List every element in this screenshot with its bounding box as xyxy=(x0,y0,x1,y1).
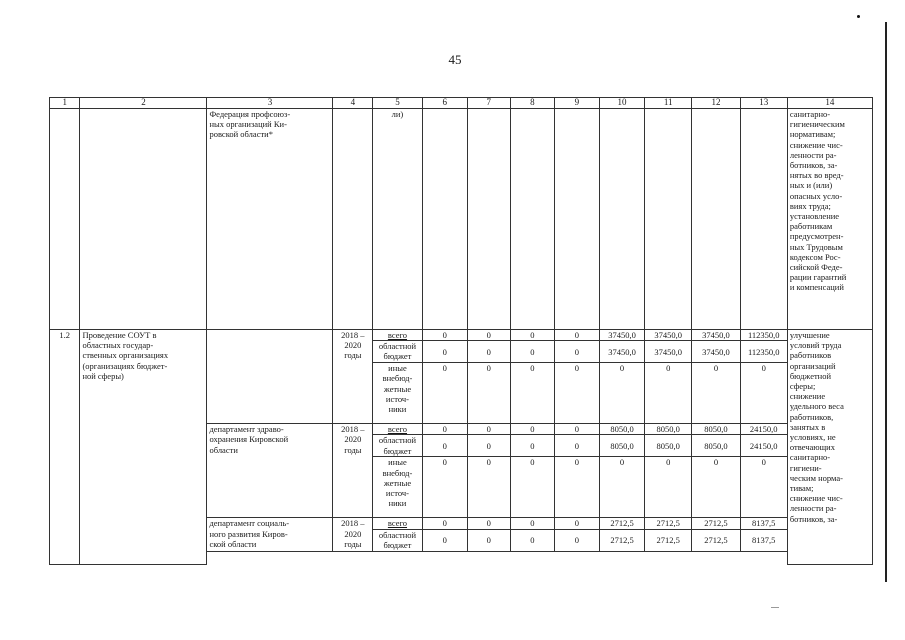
value-cell: 0 xyxy=(554,457,599,518)
value-cell: 0 xyxy=(467,457,510,518)
value-cell: 0 xyxy=(467,435,510,457)
source-regional: областной бюджет xyxy=(373,529,422,551)
header-cell: 3 xyxy=(207,98,333,109)
scan-speck xyxy=(771,607,779,608)
value-cell: 2712,5 xyxy=(692,529,740,551)
source-total: всего xyxy=(373,518,422,529)
value-cell: 8050,0 xyxy=(599,435,644,457)
value-cell: 0 xyxy=(554,518,599,529)
value-cell: 0 xyxy=(510,457,554,518)
value-cell: 0 xyxy=(422,435,467,457)
value-cell: 37450,0 xyxy=(599,330,644,341)
value-cell: 0 xyxy=(510,341,554,363)
source-total: всего xyxy=(373,330,422,341)
value-cell: 2712,5 xyxy=(599,518,644,529)
value-cell: 112350,0 xyxy=(740,341,787,363)
result-cell: улучшение условий труда работников организаций бюджетной сферы; снижение удельного веса работников, занятых в условиях, не отвечающих санитарно- гигиени- ческим норма- тивам; снижение чис- ленности ра- ботников, за- xyxy=(787,330,872,565)
value-cell: 8050,0 xyxy=(692,424,740,435)
page-number: 45 xyxy=(448,52,462,67)
value-cell: 8137,5 xyxy=(740,529,787,551)
source-total: всего xyxy=(373,424,422,435)
value-cell: 8050,0 xyxy=(645,424,692,435)
executor-cell: департамент здраво- охранения Кировской области xyxy=(207,424,333,518)
value-cell: 0 xyxy=(692,457,740,518)
value-cell: 8050,0 xyxy=(692,435,740,457)
value-cell: 0 xyxy=(645,457,692,518)
header-cell: 8 xyxy=(510,98,554,109)
header-cell: 1 xyxy=(50,98,80,109)
program-table xyxy=(49,97,873,565)
value-cell: 0 xyxy=(554,529,599,551)
value-cell: 0 xyxy=(422,529,467,551)
value-cell: 8137,5 xyxy=(740,518,787,529)
header-cell: 12 xyxy=(692,98,740,109)
header-cell: 13 xyxy=(740,98,787,109)
header-cell: 14 xyxy=(787,98,872,109)
value-cell: 0 xyxy=(422,424,467,435)
value-cell: 0 xyxy=(422,341,467,363)
value-cell: 0 xyxy=(467,363,510,424)
value-cell: 0 xyxy=(467,529,510,551)
value-cell: 0 xyxy=(422,518,467,529)
value-cell: 0 xyxy=(692,363,740,424)
executor-cell xyxy=(207,330,333,424)
source-regional: областной бюджет xyxy=(373,341,422,363)
header-cell: 2 xyxy=(80,98,207,109)
value-cell: 2712,5 xyxy=(692,518,740,529)
value-cell: 0 xyxy=(510,435,554,457)
value-cell: 0 xyxy=(510,424,554,435)
value-cell: 37450,0 xyxy=(645,341,692,363)
value-cell: 37450,0 xyxy=(645,330,692,341)
value-cell: 37450,0 xyxy=(692,330,740,341)
page-edge-line xyxy=(885,22,887,582)
value-cell: 2712,5 xyxy=(599,529,644,551)
value-cell: 37450,0 xyxy=(599,341,644,363)
value-cell: 0 xyxy=(510,518,554,529)
value-cell: 37450,0 xyxy=(692,341,740,363)
executor-cell: департамент социаль- ного развития Киров- ской области xyxy=(207,518,333,551)
value-cell: 0 xyxy=(740,457,787,518)
value-cell: 0 xyxy=(510,363,554,424)
period-cell: 2018 – 2020 годы xyxy=(333,424,373,518)
value-cell: 0 xyxy=(422,330,467,341)
table-row xyxy=(50,330,873,341)
value-cell: 112350,0 xyxy=(740,330,787,341)
period-cell: 2018 – 2020 годы xyxy=(333,518,373,551)
value-cell: 0 xyxy=(599,363,644,424)
value-cell: 0 xyxy=(740,363,787,424)
value-cell: 0 xyxy=(554,330,599,341)
value-cell: 0 xyxy=(554,424,599,435)
value-cell: 0 xyxy=(510,330,554,341)
value-cell: 0 xyxy=(467,341,510,363)
item-name: Проведение СОУТ в областных государ- ственных организациях (организациях бюджет- ной сферы) xyxy=(80,330,207,565)
value-cell: 24150,0 xyxy=(740,435,787,457)
value-cell: 0 xyxy=(645,363,692,424)
executor-cell: Федерация профсоюз- ных организаций Ки- ровской области* xyxy=(207,109,333,330)
source-regional: областной бюджет xyxy=(373,435,422,457)
value-cell: 0 xyxy=(599,457,644,518)
source-other: иные внебюд- жетные источ- ники xyxy=(373,363,422,424)
header-cell: 5 xyxy=(373,98,422,109)
period-cell: 2018 – 2020 годы xyxy=(333,330,373,424)
source-other: иные внебюд- жетные источ- ники xyxy=(373,457,422,518)
value-cell: 0 xyxy=(554,363,599,424)
item-number: 1.2 xyxy=(50,330,80,565)
value-cell: 24150,0 xyxy=(740,424,787,435)
value-cell: 0 xyxy=(467,518,510,529)
source-cell: ли) xyxy=(373,109,422,330)
value-cell: 0 xyxy=(422,457,467,518)
value-cell: 2712,5 xyxy=(645,529,692,551)
scan-dot xyxy=(857,15,860,18)
header-cell: 7 xyxy=(467,98,510,109)
value-cell: 8050,0 xyxy=(645,435,692,457)
value-cell: 0 xyxy=(467,330,510,341)
value-cell: 0 xyxy=(554,435,599,457)
header-cell: 4 xyxy=(333,98,373,109)
header-cell: 10 xyxy=(599,98,644,109)
value-cell: 0 xyxy=(467,424,510,435)
value-cell: 0 xyxy=(510,529,554,551)
value-cell: 0 xyxy=(554,341,599,363)
header-row xyxy=(50,98,873,109)
result-cell: санитарно- гигиеническим нормативам; снижение чис- ленности ра- ботников, за- нятых во вред- ных и (или) опасных усло- виях труда; установление работникам предусмотрен- ных Трудовым кодексом Рос- сийской Феде- рации гарантий и компенсаций xyxy=(787,109,872,330)
header-cell: 9 xyxy=(554,98,599,109)
header-cell: 11 xyxy=(645,98,692,109)
value-cell: 2712,5 xyxy=(645,518,692,529)
value-cell: 8050,0 xyxy=(599,424,644,435)
value-cell: 0 xyxy=(422,363,467,424)
header-cell: 6 xyxy=(422,98,467,109)
continuation-row xyxy=(50,109,873,330)
